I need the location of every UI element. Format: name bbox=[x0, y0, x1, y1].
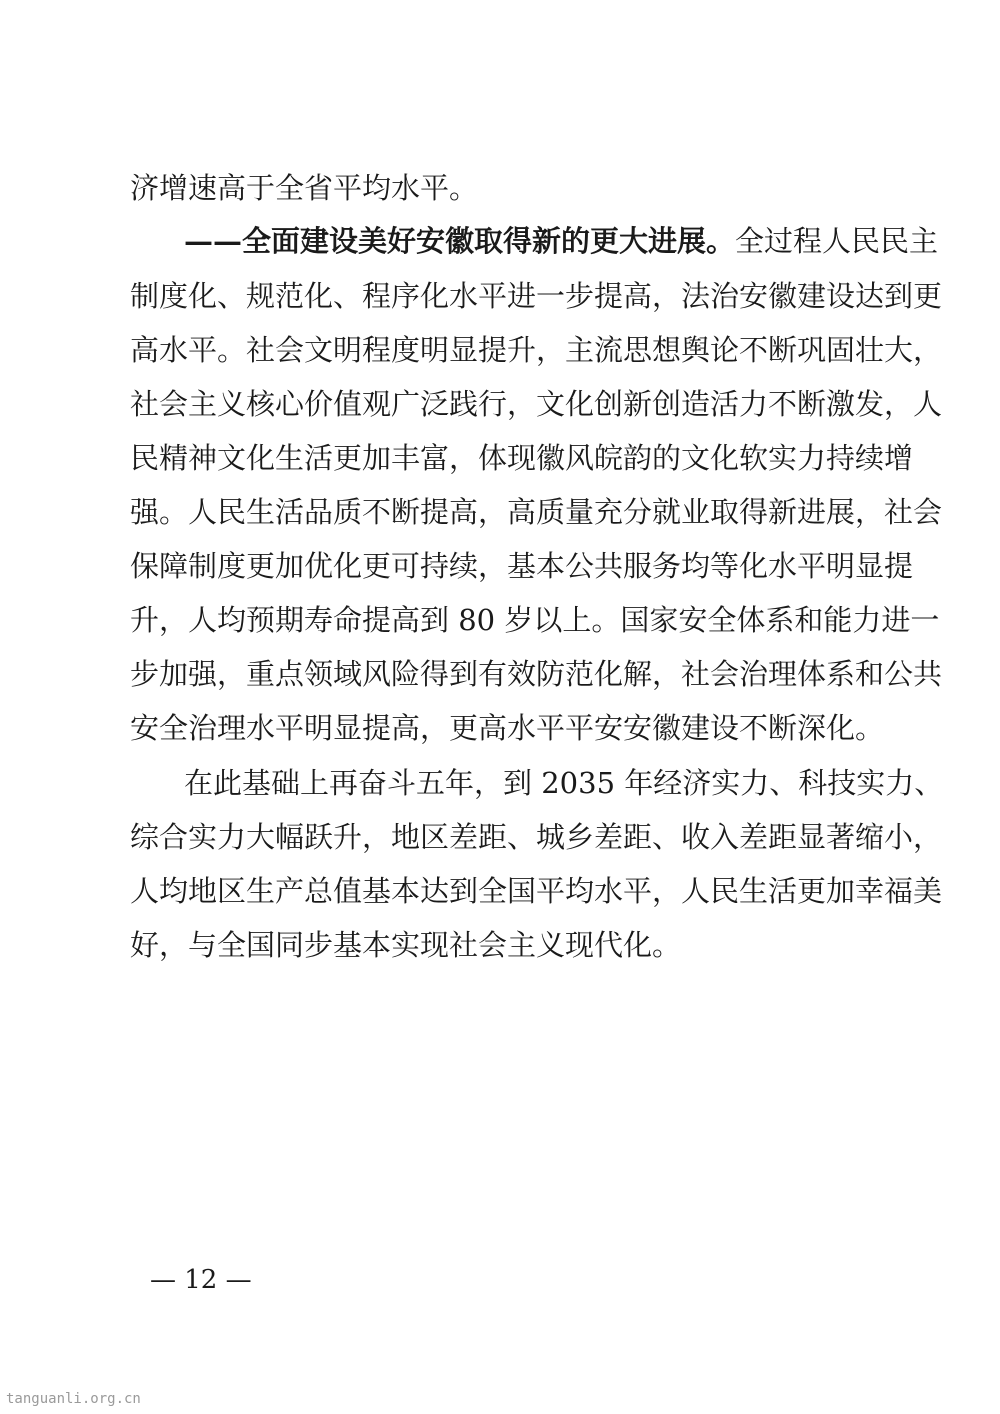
text-line: 社会主义核心价值观广泛践行，文化创新创造活力不断激发，人 bbox=[130, 387, 943, 421]
page-number: — 12 — bbox=[150, 1265, 252, 1295]
text-line: 民精神文化生活更加丰富，体现徽风皖韵的文化软实力持续增 bbox=[130, 441, 914, 475]
text-line: 安全治理水平明显提高，更高水平平安安徽建设不断深化。 bbox=[130, 711, 885, 745]
watermark: tanguanli.org.cn bbox=[6, 1391, 141, 1407]
text-line: 好，与全国同步基本实现社会主义现代化。 bbox=[130, 928, 682, 962]
text-line: 强。人民生活品质不断提高，高质量充分就业取得新进展，社会 bbox=[130, 495, 943, 529]
text-line: 保障制度更加优化更可持续，基本公共服务均等化水平明显提 bbox=[130, 549, 914, 583]
text-line: 高水平。社会文明程度明显提升，主流思想舆论不断巩固壮大， bbox=[130, 333, 943, 367]
text-line: 升，人均预期寿命提高到 80 岁以上。国家安全体系和能力进一 bbox=[130, 603, 940, 637]
text-fragment: 全过程人民民主 bbox=[735, 224, 939, 258]
text-line: 济增速高于全省平均水平。 bbox=[130, 171, 479, 205]
bold-heading: ——全面建设美好安徽取得新的更大进展。 bbox=[184, 224, 736, 258]
text-line: 综合实力大幅跃升，地区差距、城乡差距、收入差距显著缩小， bbox=[130, 820, 943, 854]
text-line bbox=[184, 221, 939, 261]
text-line: 人均地区生产总值基本达到全国平均水平，人民生活更加幸福美 bbox=[130, 874, 943, 908]
text-line: 在此基础上再奋斗五年，到 2035 年经济实力、科技实力、 bbox=[184, 766, 944, 800]
text-line: 步加强，重点领域风险得到有效防范化解，社会治理体系和公共 bbox=[130, 657, 943, 691]
text-line: 制度化、规范化、程序化水平进一步提高，法治安徽建设达到更 bbox=[130, 279, 943, 313]
